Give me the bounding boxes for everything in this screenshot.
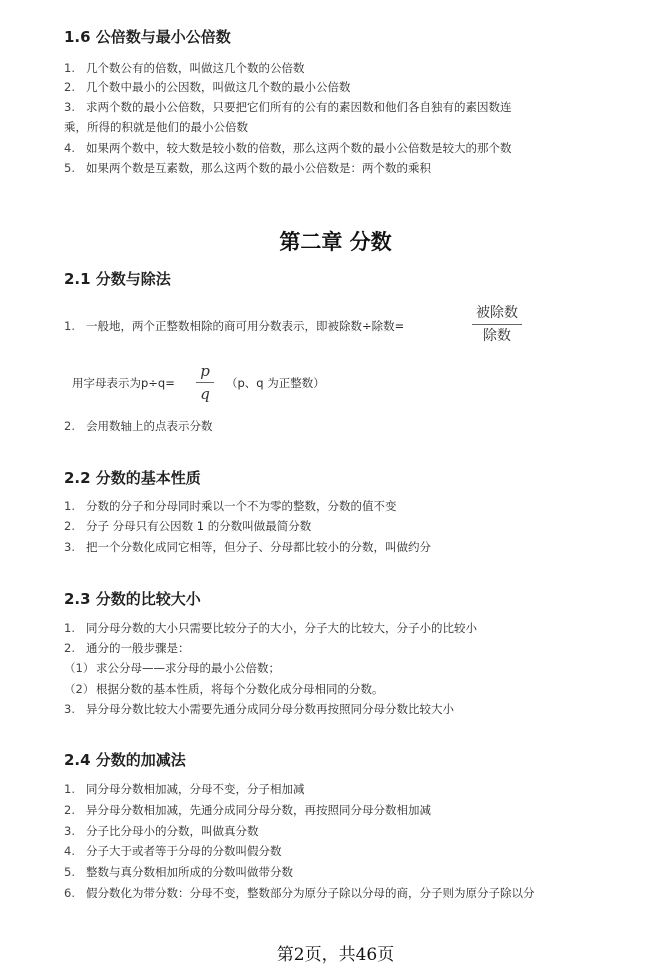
list-item (64, 701, 454, 717)
section-title-2-1: 2.1 分数与除法 (64, 270, 171, 288)
item-text: 求公分母——求分母的最小公倍数； (96, 661, 280, 675)
item-text: 分子比分母小的分数，叫做真分数 (86, 824, 259, 838)
item-text: 几个数公有的倍数，叫做这几个数的公倍数 (86, 61, 305, 75)
fraction-numerator: p (200, 362, 210, 380)
item-number: 1. (64, 621, 75, 635)
item-number: 2. (64, 803, 75, 817)
item-text: 如果两个数中，较大数是较小数的倍数，那么这两个数的最小公倍数是较大的那个数 (86, 141, 512, 155)
section-title-2-4: 2.4 分数的加减法 (64, 751, 186, 769)
item-number: 2. (64, 519, 75, 533)
item-text: 一般地，两个正整数相除的商可用分数表示，即被除数÷除数= (86, 319, 405, 333)
item-number: 3. (64, 702, 75, 716)
section-title-2-2: 2.2 分数的基本性质 (64, 469, 201, 487)
item-number: 2. (64, 641, 75, 655)
item-number: 3. (64, 824, 75, 838)
fraction-bar (196, 382, 214, 383)
list-item (64, 99, 512, 115)
item-text: 分数的分子和分母同时乘以一个不为零的整数，分数的值不变 (86, 499, 397, 513)
item-number: 5. (64, 161, 75, 175)
list-item (64, 823, 259, 839)
item-number: 4. (64, 141, 75, 155)
item-text: 同分母分数相加减，分母不变，分子相加减 (86, 782, 305, 796)
item-text: 会用数轴上的点表示分数 (86, 419, 213, 433)
item-number: （2） (64, 682, 95, 696)
list-item (64, 140, 512, 156)
item-text: 分子大于或者等于分母的分数叫假分数 (86, 844, 282, 858)
list-item (64, 885, 535, 901)
list-item (64, 539, 431, 555)
fraction-numerator: 被除数 (476, 305, 518, 321)
fraction-p-over-q (196, 362, 214, 403)
item-number: 1. (64, 61, 75, 75)
item-text: 异分母分数相加减，先通分成同分母分数，再按照同分母分数相加减 (86, 803, 431, 817)
list-item (64, 79, 351, 95)
fraction-bar (472, 324, 522, 325)
item-text: 异分母分数比较大小需要先通分成同分母分数再按照同分母分数比较大小 (86, 702, 454, 716)
item-text: 通分的一般步骤是： (86, 641, 190, 655)
item-number: 2. (64, 419, 75, 433)
item-text: 根据分数的基本性质，将每个分数化成分母相同的分数。 (96, 682, 384, 696)
list-item (64, 802, 431, 818)
item-number: 1. (64, 319, 75, 333)
item-number: 3. (64, 540, 75, 554)
letter-expression (72, 375, 175, 391)
item-text: 假分数化为带分数：分母不变，整数部分为原分子除以分母的商，分子则为原分子除以分 (86, 886, 535, 900)
list-item (64, 418, 213, 434)
item-text: 同分母分数的大小只需要比较分子的大小，分子大的比较大，分子小的比较小 (86, 621, 477, 635)
list-item-continuation: 乘，所得的积就是他们的最小公倍数 (64, 120, 248, 134)
list-sub-item (64, 681, 384, 697)
list-item (64, 498, 397, 514)
item-text: 几个数中最小的公因数，叫做这几个数的最小公倍数 (86, 80, 351, 94)
item-text: 整数与真分数相加所成的分数叫做带分数 (86, 865, 293, 879)
list-item (64, 518, 311, 534)
fraction-denominator: q (200, 385, 210, 403)
item-text: 求两个数的最小公倍数，只要把它们所有的公有的素因数和他们各自独有的素因数连 (86, 100, 512, 114)
fraction-denominator: 除数 (483, 328, 511, 344)
item-number: 3. (64, 100, 75, 114)
letter-note: （p、q 为正整数） (226, 376, 325, 390)
item-number: （1） (64, 661, 95, 675)
fraction-dividend-divisor (472, 304, 522, 345)
list-item (64, 60, 305, 76)
list-item (64, 864, 293, 880)
list-item (64, 318, 404, 334)
page-number-footer: 第2页，共46页 (276, 945, 395, 965)
section-title-2-3: 2.3 分数的比较大小 (64, 590, 201, 608)
section-title-1-6: 1.6 公倍数与最小公倍数 (64, 28, 231, 46)
item-text: 如果两个数是互素数，那么这两个数的最小公倍数是：两个数的乘积 (86, 161, 431, 175)
item-number: 1. (64, 782, 75, 796)
item-text: 分子 分母只有公因数 1 的分数叫做最简分数 (86, 519, 312, 533)
list-item (64, 843, 282, 859)
letter-text: 用字母表示为p÷q= (72, 376, 175, 390)
item-number: 4. (64, 844, 75, 858)
item-number: 6. (64, 886, 75, 900)
list-sub-item (64, 660, 280, 676)
item-number: 5. (64, 865, 75, 879)
list-item (64, 781, 305, 797)
item-number: 2. (64, 80, 75, 94)
list-item (64, 620, 477, 636)
chapter-title: 第二章 分数 (279, 230, 392, 254)
item-text: 把一个分数化成同它相等，但分子、分母都比较小的分数，叫做约分 (86, 540, 431, 554)
list-item (64, 640, 190, 656)
item-number: 1. (64, 499, 75, 513)
list-item (64, 160, 431, 176)
